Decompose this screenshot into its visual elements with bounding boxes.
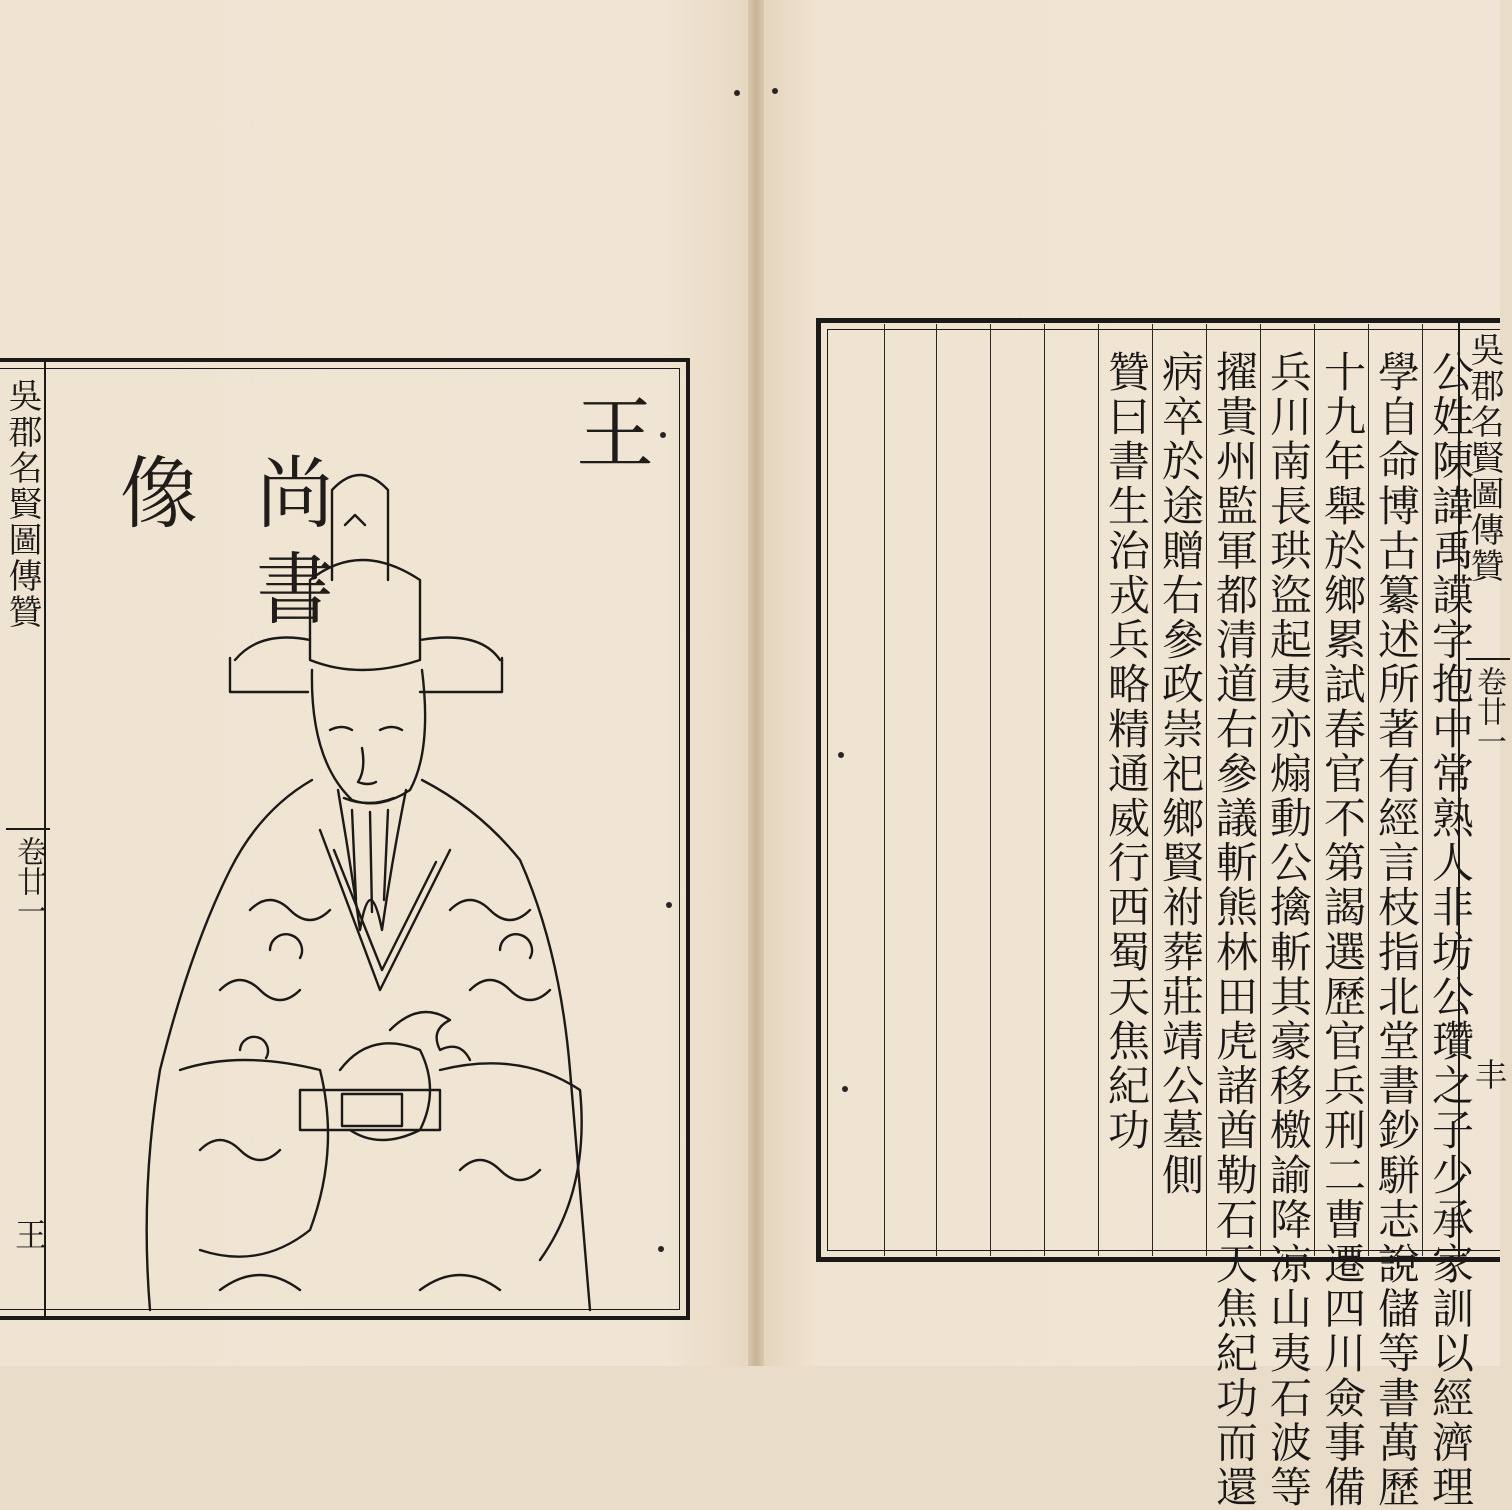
left-banxin-title: 吳郡名賢圖傳贊 [2, 378, 42, 630]
scholar-portrait-illustration [120, 430, 680, 1310]
right-banxin-page: 丰 [1470, 1058, 1508, 1090]
column-rule [990, 324, 991, 1256]
portrait-title-rank: 尚書 [243, 452, 333, 644]
column-rule [1368, 324, 1369, 1256]
text-column-3: 十九年舉於鄉累試春官不第謁選歷官兵刑二曹遷四川僉事備 [1318, 350, 1367, 1510]
text-column-6: 病卒於途贈右參政崇祀鄉賢祔葬莊靖公墓側 [1156, 350, 1205, 1198]
column-rule [1260, 324, 1261, 1256]
left-banxin-page: 王 [10, 1218, 48, 1250]
column-rule [1206, 324, 1207, 1256]
left-banxin [0, 358, 46, 1320]
binding-hole [842, 1086, 848, 1092]
column-rule [884, 324, 885, 1256]
binding-hole [666, 902, 672, 908]
left-banxin-juan: 卷廿一 [6, 828, 50, 926]
binding-hole [660, 432, 666, 438]
text-column-1: 公姓陳諱禹謨字抱中常熟人非坊公瓚之子少承家訓以經濟理 [1426, 350, 1475, 1510]
binding-hole [838, 752, 844, 758]
binding-hole [772, 88, 778, 94]
column-rule [936, 324, 937, 1256]
book-gutter [748, 0, 764, 1366]
binding-hole [734, 90, 740, 96]
text-column-4: 兵川南長珙盜起夷亦煽動公擒斬其豪移檄諭降凉山夷石波等 [1264, 350, 1313, 1510]
text-column-2: 學自命博古纂述所著有經言枝指北堂書鈔駢志說儲等書萬歷 [1372, 350, 1421, 1510]
column-rule [1314, 324, 1315, 1256]
text-column-5: 擢貴州監軍都清道右參議斬熊林田虎諸酋勒石天焦紀功而還 [1210, 350, 1259, 1510]
binding-hole [658, 1246, 664, 1252]
right-banxin-title: 吳郡名賢圖傳贊 [1464, 332, 1504, 584]
portrait-title-surname: 王 [563, 392, 653, 488]
column-rule [1098, 324, 1099, 1256]
column-rule [1152, 324, 1153, 1256]
column-rule [1044, 324, 1045, 1256]
portrait-title-xiang: 像 [107, 452, 197, 548]
right-banxin-juan: 卷廿一 [1466, 658, 1510, 756]
text-column-7: 贊曰書生治戎兵略精通威行西蜀天焦紀功 [1102, 350, 1151, 1153]
column-rule [1422, 324, 1423, 1256]
